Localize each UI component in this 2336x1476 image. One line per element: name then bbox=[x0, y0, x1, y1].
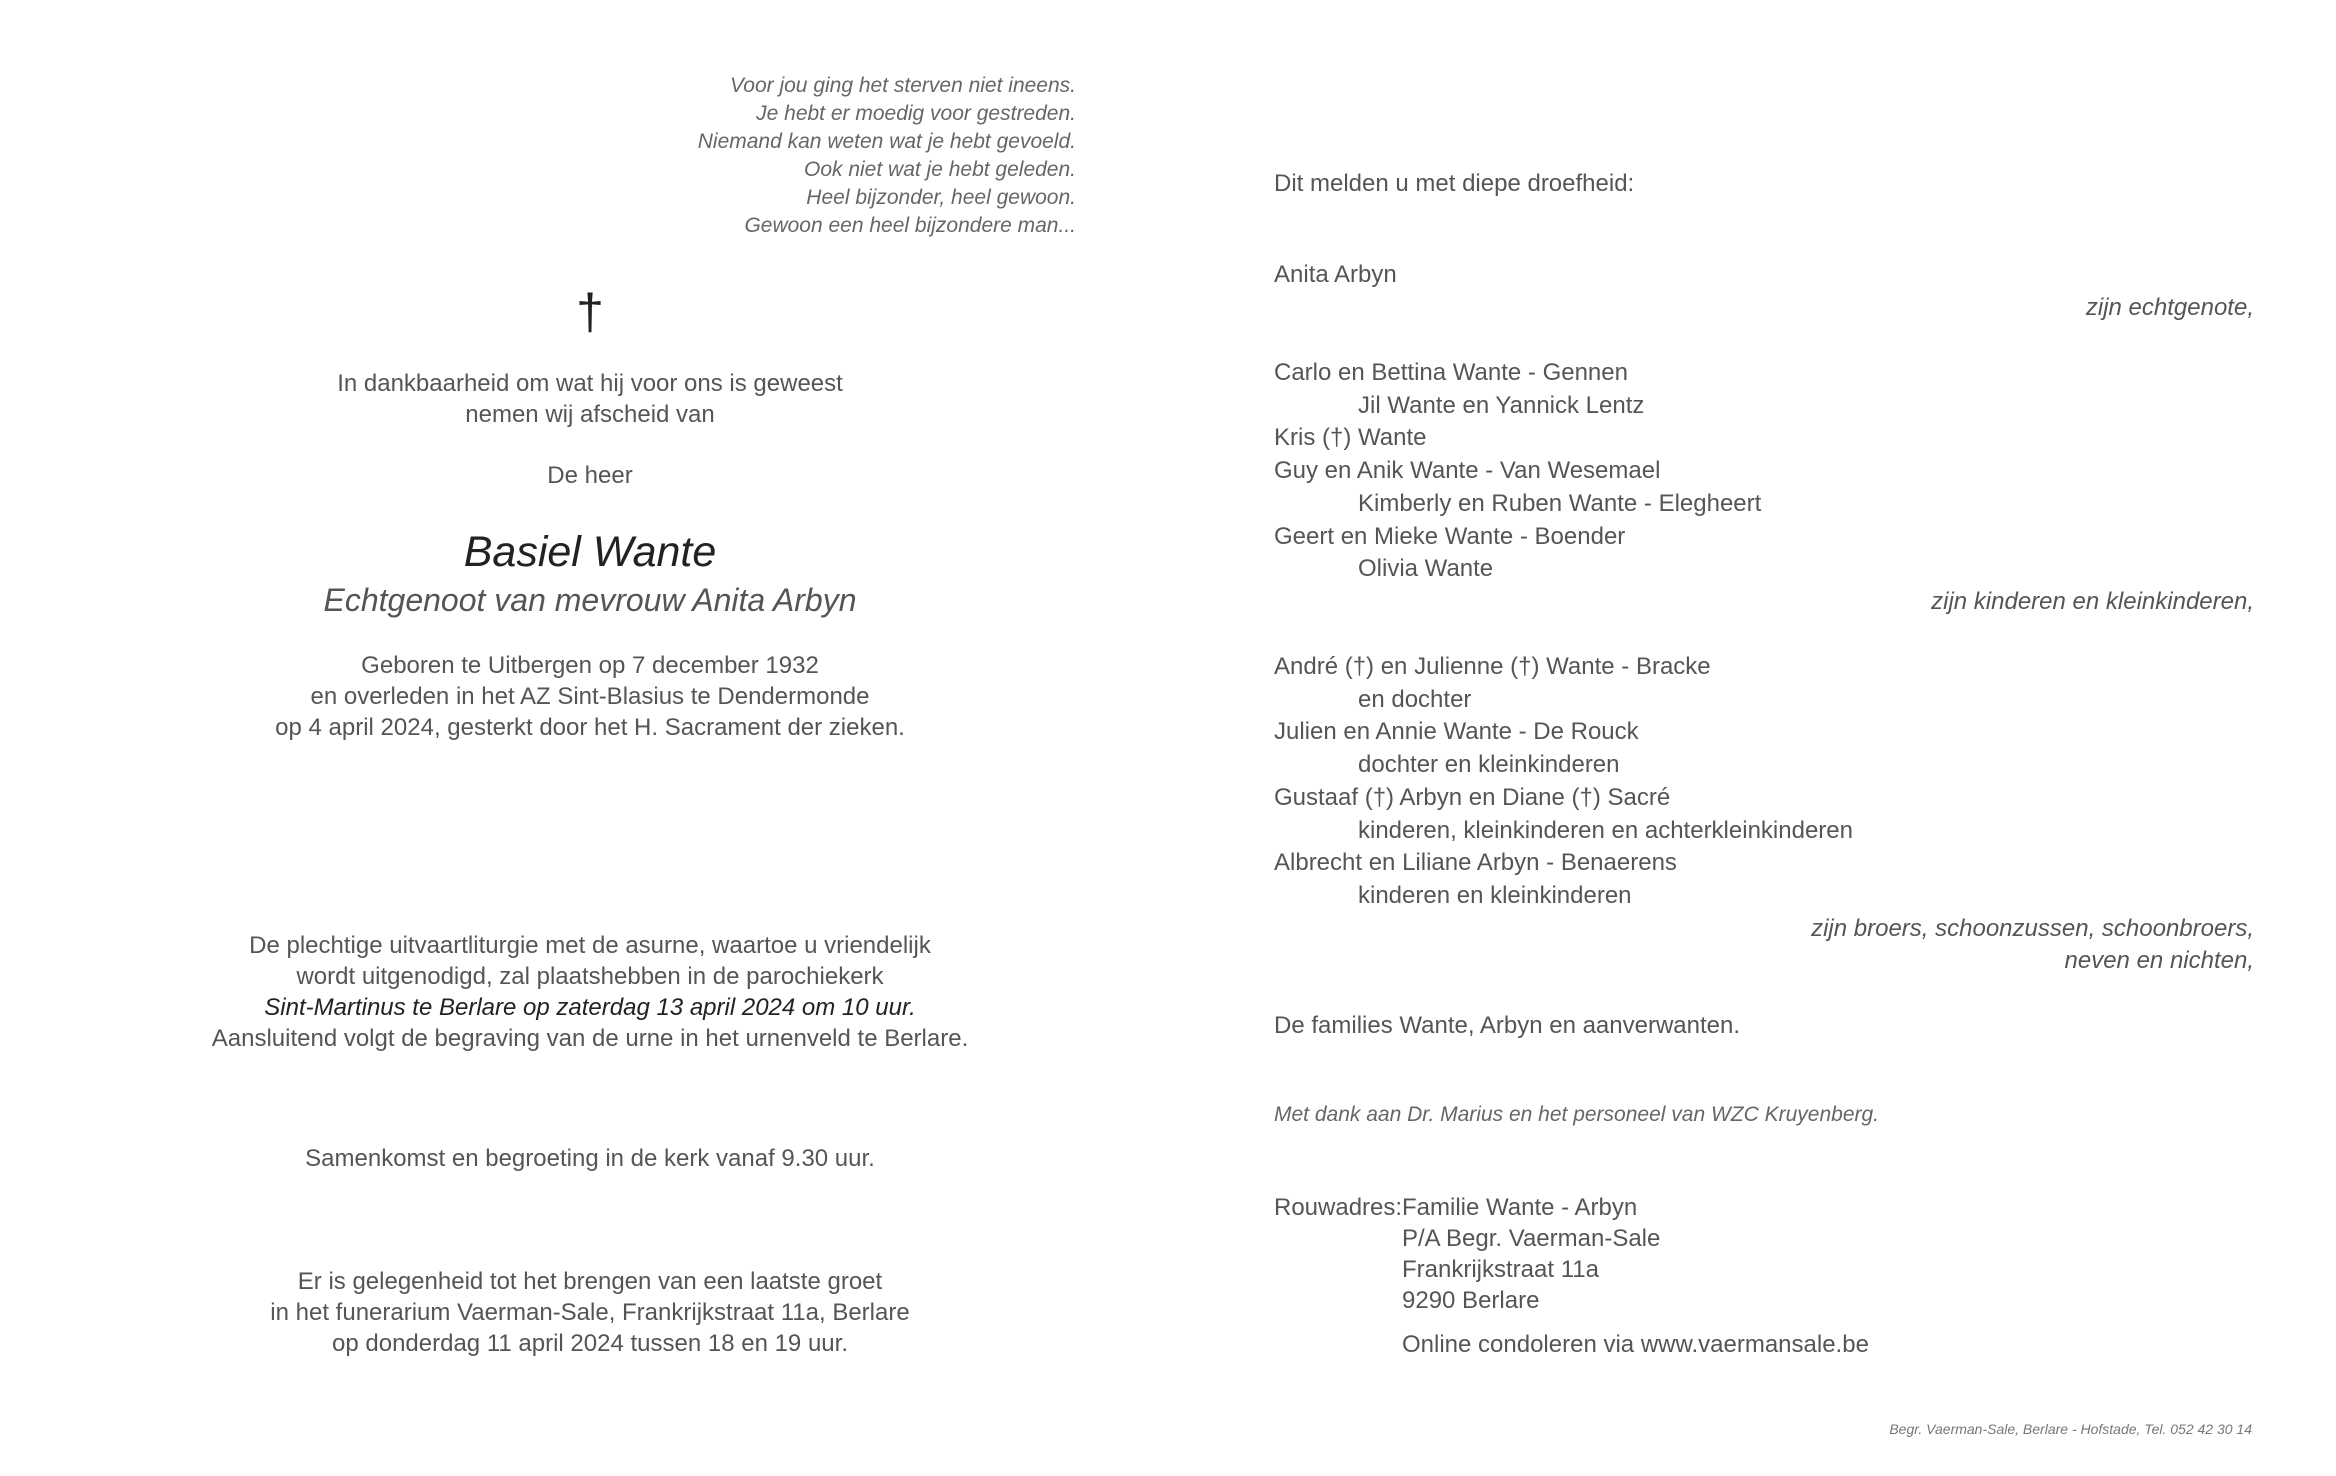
family-name: Geert en Mieke Wante - Boender bbox=[1274, 522, 1626, 550]
family-group-siblings bbox=[1274, 651, 2254, 978]
family-role: zijn echtgenote, bbox=[2085, 293, 2254, 321]
family-name: Albrecht en Liliane Arbyn - Benaerens bbox=[1274, 849, 1677, 877]
poem-line: Gewoon een heel bijzondere man... bbox=[744, 214, 1076, 237]
poem-line: Ook niet wat je hebt geleden. bbox=[803, 158, 1076, 181]
address-label: Rouwadres: bbox=[1274, 1194, 1403, 1221]
address-line: Frankrijkstraat 11a bbox=[1402, 1256, 1599, 1283]
family-name: kinderen en kleinkinderen bbox=[1358, 881, 1632, 909]
family-group-spouse bbox=[1274, 259, 2254, 324]
announcement: Dit melden u met diepe droefheid: bbox=[1274, 170, 1635, 197]
poem-line: Heel bijzonder, heel gewoon. bbox=[806, 186, 1076, 209]
family-name: Gustaaf (†) Arbyn en Diane (†) Sacré bbox=[1274, 783, 1671, 811]
family-name: Anita Arbyn bbox=[1274, 261, 1397, 288]
intro-text: In dankbaarheid om wat hij voor ons is geweest nemen wij afscheid van bbox=[337, 370, 843, 428]
family-name: en dochter bbox=[1358, 685, 1472, 713]
family-role: zijn kinderen en kleinkinderen, bbox=[1931, 587, 2254, 615]
family-name: kinderen, kleinkinderen en achterkleinkinderen bbox=[1358, 816, 1853, 844]
poem-line: Niemand kan weten wat je hebt gevoeld. bbox=[697, 130, 1076, 153]
footer-credit: Begr. Vaerman-Sale, Berlare - Hofstade, Tel. 052 42 30 14 bbox=[1889, 1421, 2252, 1437]
farewell-text: Er is gelegenheid tot het brengen van een laatste groet in het funerarium Vaerman-Sale, Frankrijkstraat 11a, Berlare op donderdag 11 april 2024 tussen 18 en 19 uur. bbox=[270, 1268, 910, 1357]
meeting-text: Samenkomst en begroeting in de kerk vanaf 9.30 uur. bbox=[305, 1145, 875, 1172]
online-condolence: Online condoleren via www.vaermansale.be bbox=[1402, 1331, 1869, 1358]
poem bbox=[698, 72, 1076, 240]
salutation: De heer bbox=[547, 462, 633, 489]
families-line: De families Wante, Arbyn en aanverwanten. bbox=[1274, 1012, 1741, 1039]
family-name: Guy en Anik Wante - Van Wesemael bbox=[1274, 457, 1661, 485]
family-name: Kimberly en Ruben Wante - Elegheert bbox=[1358, 489, 1762, 517]
mourning-address bbox=[1274, 1192, 2254, 1360]
poem-line: Je hebt er moedig voor gestreden. bbox=[756, 102, 1076, 125]
address-line: Familie Wante - Arbyn bbox=[1402, 1194, 1638, 1221]
family-role: zijn broers, schoonzussen, schoonbroers, bbox=[1811, 914, 2254, 942]
family-name: Olivia Wante bbox=[1358, 555, 1494, 583]
poem-line: Voor jou ging het sterven niet ineens. bbox=[730, 74, 1076, 97]
family-role: neven en nichten, bbox=[2064, 947, 2254, 975]
address-line: 9290 Berlare bbox=[1402, 1287, 1540, 1314]
cross-icon: † bbox=[576, 284, 604, 340]
service-text: De plechtige uitvaartliturgie met de asurne, waartoe u vriendelijk wordt uitgenodigd, zal plaatshebben in de parochiekerk Sint-Martinus te Berlare op zaterdag 13 april 2024 om 10 uur. Aansluitend volgt de begraving van de urne in het urnenveld te Berlare. bbox=[160, 930, 1020, 1054]
deceased-name: Basiel Wante bbox=[463, 528, 717, 576]
family-name: dochter en kleinkinderen bbox=[1358, 751, 1620, 779]
family-name: Julien en Annie Wante - De Rouck bbox=[1274, 718, 1639, 746]
spouse-line: Echtgenoot van mevrouw Anita Arbyn bbox=[323, 582, 857, 618]
family-name: André (†) en Julienne (†) Wante - Bracke bbox=[1274, 653, 1711, 680]
address-line: P/A Begr. Vaerman-Sale bbox=[1402, 1225, 1661, 1252]
family-name: Jil Wante en Yannick Lentz bbox=[1358, 391, 1645, 419]
family-group-children bbox=[1274, 357, 2254, 619]
family-name: Kris (†) Wante bbox=[1274, 424, 1427, 452]
birth-death-text: Geboren te Uitbergen op 7 december 1932 en overleden in het AZ Sint-Blasius te Dendermonde op 4 april 2024, gesterkt door het H. Sacrament der zieken. bbox=[275, 652, 905, 741]
service-location-date: Sint-Martinus te Berlare op zaterdag 13 april 2024 om 10 uur. bbox=[264, 994, 916, 1021]
thanks-note: Met dank aan Dr. Marius en het personeel van WZC Kruyenberg. bbox=[1274, 1103, 1880, 1126]
family-name: Carlo en Bettina Wante - Gennen bbox=[1274, 359, 1628, 386]
